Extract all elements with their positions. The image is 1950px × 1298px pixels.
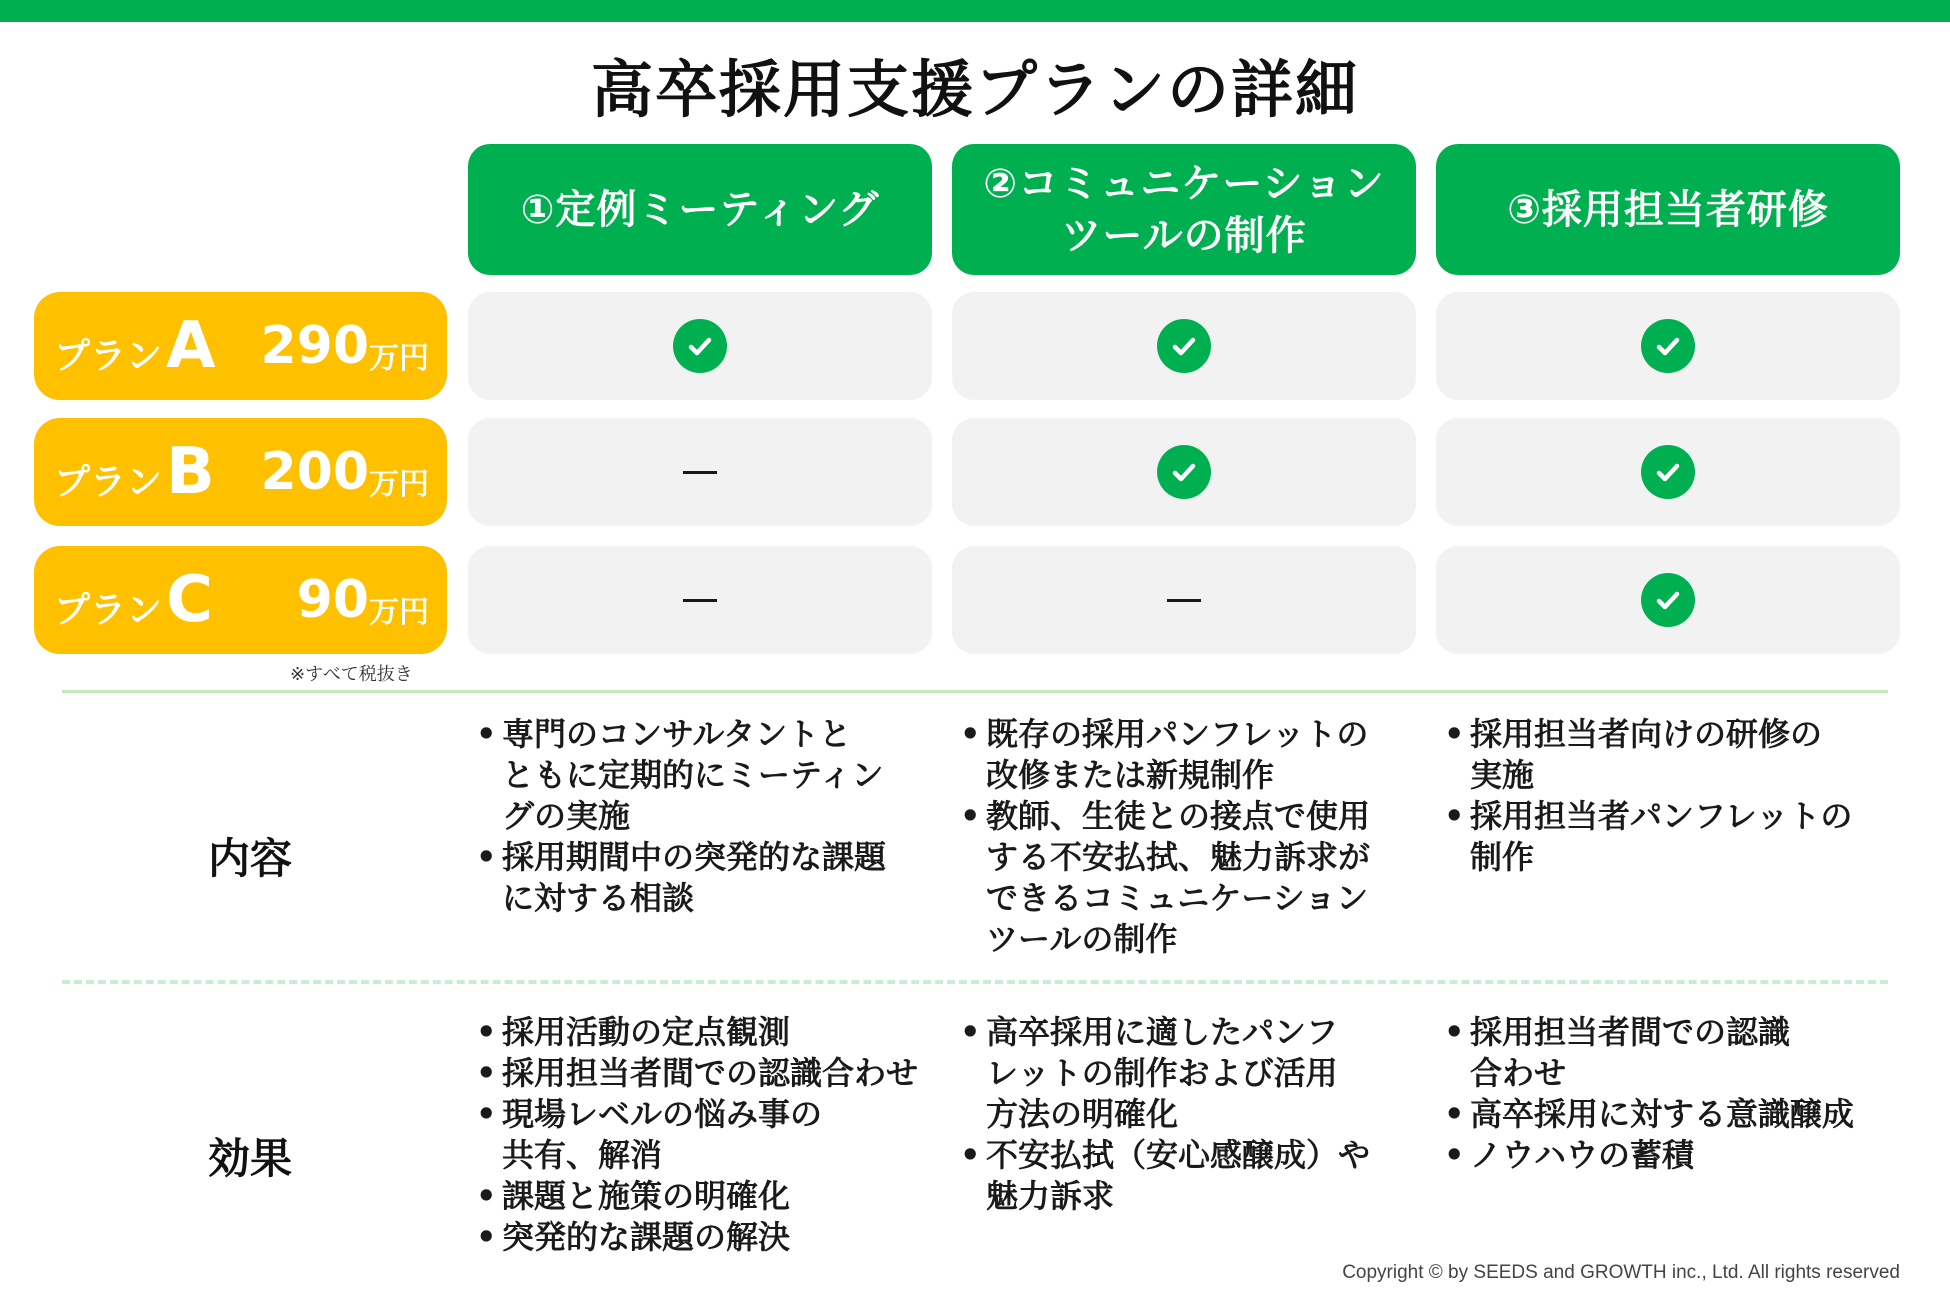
bullet-item: • 採用担当者間での認識 合わせ [1440, 1012, 1900, 1094]
plan-letter: C [166, 563, 213, 637]
plan-letter: B [166, 435, 215, 509]
matrix-cell [1436, 418, 1900, 526]
matrix-cell [952, 292, 1416, 400]
effect-col-2 [956, 1012, 1416, 1217]
copyright-text: Copyright © by SEEDS and GROWTH inc., Ltd. All rights reserved [1342, 1262, 1900, 1283]
bullet-item: • 採用担当者間での認識合わせ [472, 1053, 952, 1094]
plan-word: プラン [54, 335, 163, 377]
check-icon [1641, 573, 1695, 627]
bullet-item: • 高卒採用に対する意識醸成 [1440, 1094, 1900, 1135]
effect-col-1 [472, 1012, 952, 1258]
content-col-2 [956, 714, 1416, 960]
check-icon [1157, 319, 1211, 373]
top-accent-bar [0, 0, 1950, 22]
matrix-cell [952, 418, 1416, 526]
matrix-cell [468, 292, 932, 400]
plan-word: プラン [54, 461, 163, 503]
page-title: 高卒採用支援プランの詳細 [590, 53, 1359, 126]
tax-note: ※すべて税抜き [290, 664, 413, 685]
dash-icon [1167, 599, 1201, 602]
check-icon [673, 319, 727, 373]
plan-price: 290 [260, 316, 369, 376]
column-header-recruiter-training: ③採用担当者研修 [1436, 144, 1900, 275]
bullet-item: • 採用期間中の突発的な課題 に対する相談 [472, 837, 932, 919]
bullet-item: • 採用活動の定点観測 [472, 1012, 952, 1053]
effect-col-3 [1440, 1012, 1900, 1176]
check-icon [1641, 319, 1695, 373]
plan-b-label [34, 418, 447, 526]
plan-c-label [34, 546, 447, 654]
bullet-item: • 課題と施策の明確化 [472, 1176, 952, 1217]
bullet-item: • 現場レベルの悩み事の 共有、解消 [472, 1094, 952, 1176]
matrix-cell [1436, 546, 1900, 654]
bullet-item: • 採用担当者パンフレットの 制作 [1440, 796, 1900, 878]
dash-icon [683, 599, 717, 602]
matrix-cell [468, 418, 932, 526]
content-col-1 [472, 714, 932, 919]
bullet-item: • 既存の採用パンフレットの 改修または新規制作 [956, 714, 1416, 796]
plan-a-label [34, 292, 447, 400]
column-header-communication-tool: ②コミュニケーション ツールの制作 [952, 144, 1416, 275]
bullet-item: • 専門のコンサルタントと ともに定期的にミーティン グの実施 [472, 714, 932, 837]
effect-row-label: 効果 [207, 1134, 292, 1183]
bullet-item: • 不安払拭（安心感醸成）や 魅力訴求 [956, 1135, 1416, 1217]
section-divider [62, 690, 1888, 693]
dash-icon [683, 471, 717, 474]
section-divider-dashed [62, 980, 1888, 984]
plan-price: 90 [296, 570, 369, 630]
plan-letter: A [166, 309, 216, 383]
content-col-3 [1440, 714, 1900, 878]
plan-word: プラン [54, 589, 163, 631]
check-icon [1157, 445, 1211, 499]
bullet-item: • 突発的な課題の解決 [472, 1217, 952, 1258]
bullet-item: • 高卒採用に適したパンフ レットの制作および活用 方法の明確化 [956, 1012, 1416, 1135]
plan-price-unit: 万円 [369, 341, 429, 376]
bullet-item: • ノウハウの蓄積 [1440, 1135, 1900, 1176]
column-header-regular-meeting: ①定例ミーティング [468, 144, 932, 275]
matrix-cell [1436, 292, 1900, 400]
bullet-item: • 教師、生徒との接点で使用 する不安払拭、魅力訴求が できるコミュニケーション ツールの制作 [956, 796, 1416, 960]
content-row-label: 内容 [207, 834, 292, 883]
plan-price-unit: 万円 [369, 467, 429, 502]
matrix-cell [952, 546, 1416, 654]
plan-price-unit: 万円 [369, 595, 429, 630]
check-icon [1641, 445, 1695, 499]
matrix-cell [468, 546, 932, 654]
bullet-item: • 採用担当者向けの研修の 実施 [1440, 714, 1900, 796]
plan-price: 200 [260, 442, 369, 502]
